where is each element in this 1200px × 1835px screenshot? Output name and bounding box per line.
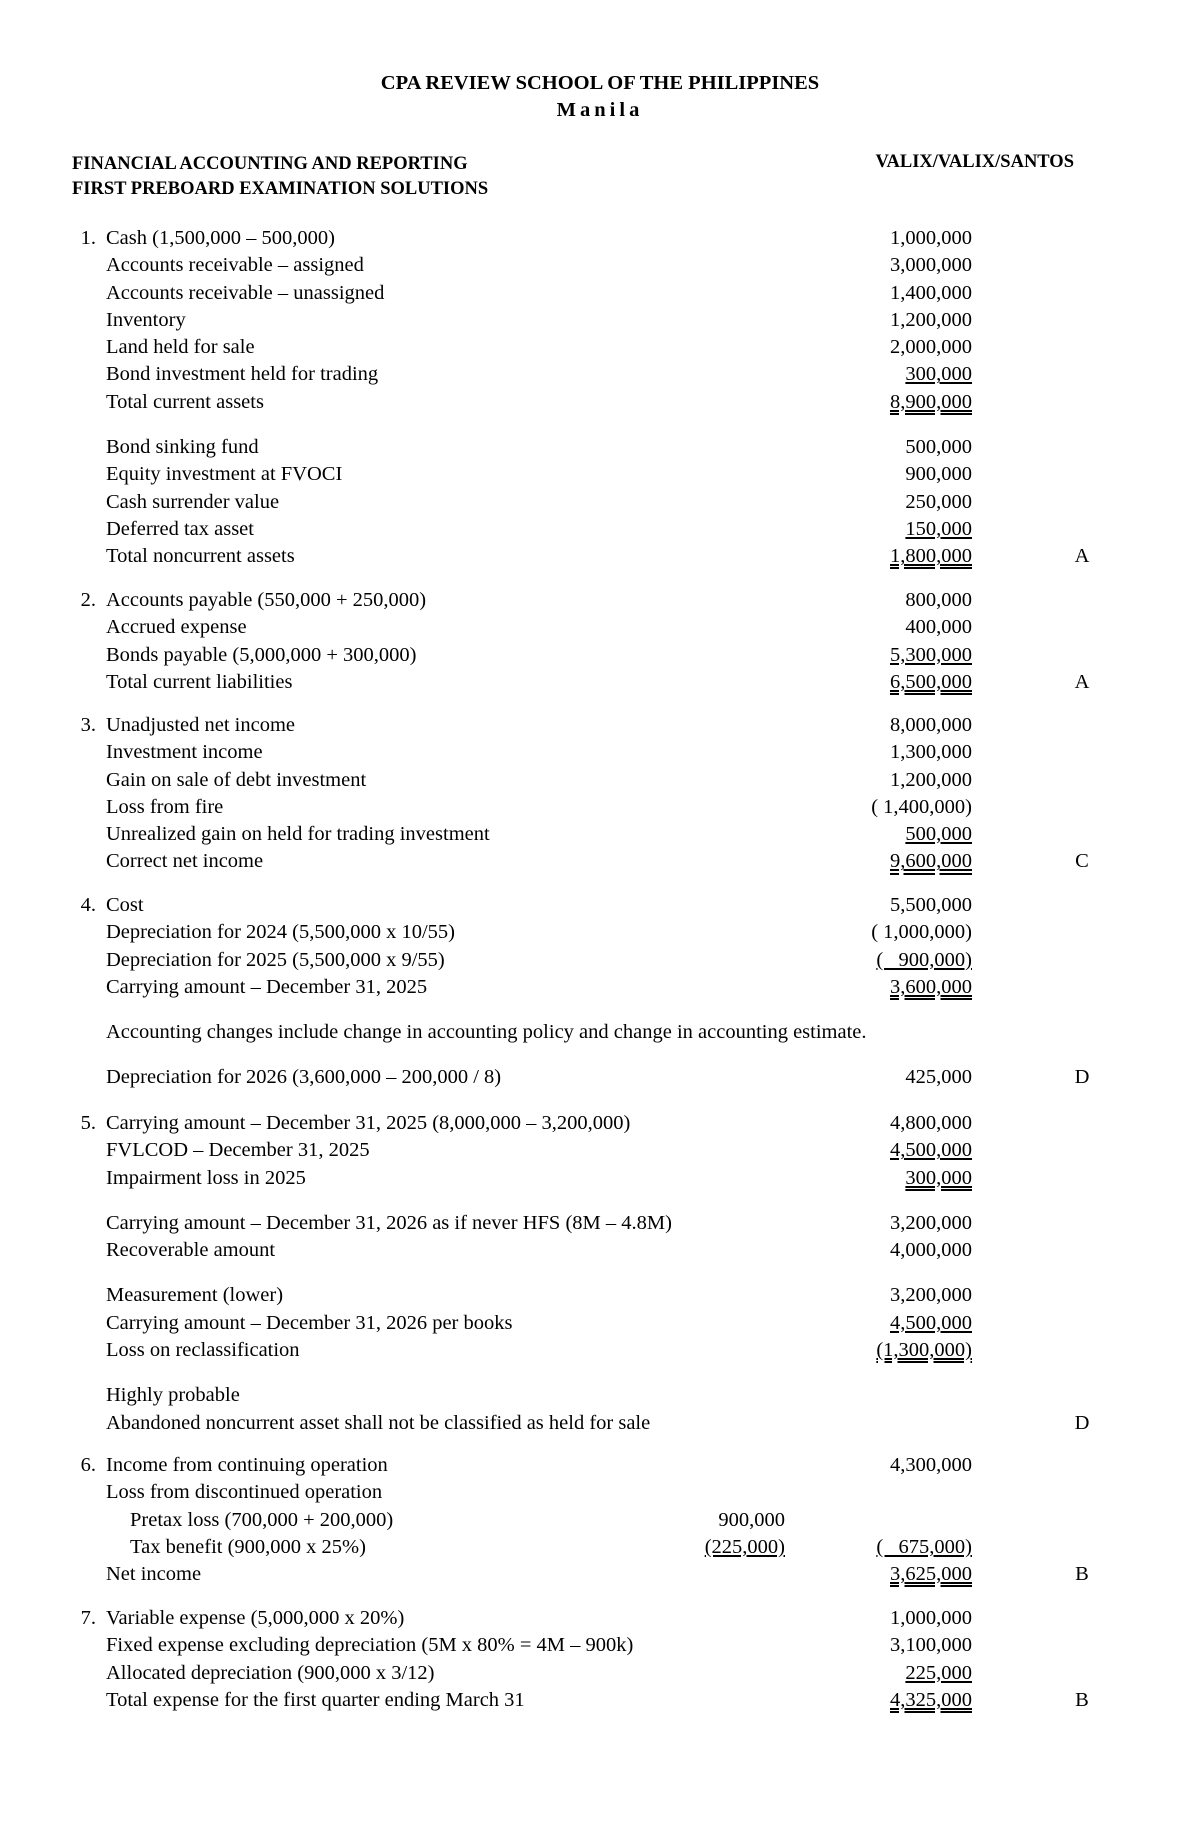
row-total: 3,625,000 <box>890 1563 972 1586</box>
row-description: Land held for sale <box>106 336 255 359</box>
row-total: 3,600,000 <box>890 975 972 998</box>
row-description: Pretax loss (700,000 + 200,000) <box>130 1508 394 1531</box>
row-amount: 425,000 <box>905 1066 972 1089</box>
row-total: 4,325,000 <box>890 1688 972 1711</box>
row-description: Measurement (lower) <box>106 1284 284 1307</box>
row-amount: 225,000 <box>905 1661 972 1684</box>
row-description: Loss from discontinued operation <box>106 1481 383 1504</box>
row-amount: ( 1,000,000) <box>871 921 972 944</box>
note-text: Accounting changes include change in accounting policy and change in accounting estimate. <box>106 1021 867 1044</box>
solution-row <box>72 543 1092 570</box>
solution-1 <box>72 225 1092 571</box>
row-amount: 3,200,000 <box>890 1284 972 1307</box>
row-description: Income from continuing operation <box>106 1454 388 1476</box>
row-sub-amount: (225,000) <box>704 1535 785 1558</box>
solution-row <box>72 1282 1092 1309</box>
solution-row <box>72 1660 1092 1687</box>
solution-row <box>72 1237 1092 1264</box>
row-description: Carrying amount – December 31, 2025 (8,000,000 – 3,200,000) <box>106 1112 631 1134</box>
question-number: 6. <box>80 1454 96 1476</box>
school-name: CPA REVIEW SCHOOL OF THE PHILIPPINES <box>380 72 820 94</box>
row-amount: 5,300,000 <box>890 643 972 666</box>
row-description: Bonds payable (5,000,000 + 300,000) <box>106 643 417 666</box>
row-total: 300,000 <box>905 1166 972 1189</box>
solution-row <box>72 225 1092 252</box>
row-description: Total current assets <box>106 390 264 413</box>
row-description: Bond investment held for trading <box>106 363 379 386</box>
solution-row <box>72 389 1092 416</box>
solution-row <box>72 1064 1092 1091</box>
row-amount: 500,000 <box>905 823 972 846</box>
solution-note <box>72 1382 1092 1409</box>
row-amount: 800,000 <box>905 589 972 611</box>
row-amount: 3,100,000 <box>890 1634 972 1657</box>
row-description: Variable expense (5,000,000 x 20%) <box>106 1607 405 1629</box>
solution-row <box>72 1110 1092 1137</box>
solution-row <box>72 1507 1092 1534</box>
row-amount: ( 675,000) <box>876 1535 972 1558</box>
row-amount: 1,200,000 <box>890 308 972 331</box>
row-amount: 150,000 <box>905 517 972 540</box>
solution-row <box>72 821 1092 848</box>
note-text: Highly probable <box>106 1384 240 1407</box>
solution-row <box>72 280 1092 307</box>
row-amount: 4,500,000 <box>890 1311 972 1334</box>
solution-row <box>72 434 1092 461</box>
row-amount: 8,000,000 <box>890 714 972 736</box>
row-description: FVLCOD – December 31, 2025 <box>106 1139 370 1162</box>
question-number: 5. <box>80 1112 96 1134</box>
row-description: Fixed expense excluding depreciation (5M x 80% = 4M – 900k) <box>106 1634 634 1657</box>
solution-row <box>72 947 1092 974</box>
row-amount: 1,000,000 <box>890 1607 972 1629</box>
row-description: Unadjusted net income <box>106 714 296 736</box>
row-description: Total expense for the first quarter ending March 31 <box>106 1688 525 1711</box>
row-amount: 1,400,000 <box>890 281 972 304</box>
solution-row <box>72 1534 1092 1561</box>
row-amount: ( 1,400,000) <box>871 795 972 818</box>
row-description: Unrealized gain on held for trading investment <box>106 823 490 846</box>
row-amount: 4,800,000 <box>890 1112 972 1134</box>
document-header <box>0 70 1200 124</box>
solution-row <box>72 361 1092 388</box>
solution-5 <box>72 1110 1092 1437</box>
row-amount: 2,000,000 <box>890 336 972 359</box>
row-total: 9,600,000 <box>890 850 972 873</box>
row-amount: 4,500,000 <box>890 1139 972 1162</box>
row-description: Depreciation for 2026 (3,600,000 – 200,000 / 8) <box>106 1066 502 1089</box>
solution-7 <box>72 1605 1092 1714</box>
row-amount: 1,000,000 <box>890 227 972 249</box>
solution-row <box>72 767 1092 794</box>
row-description: Depreciation for 2025 (5,500,000 x 9/55) <box>106 948 445 971</box>
authors: VALIX/VALIX/SANTOS <box>875 152 1074 172</box>
row-amount: 400,000 <box>905 616 972 639</box>
row-description: Carrying amount – December 31, 2026 per books <box>106 1311 513 1334</box>
row-amount: 900,000 <box>905 463 972 486</box>
row-description: Correct net income <box>106 850 264 873</box>
solution-note <box>72 1019 1092 1046</box>
solution-2 <box>72 587 1092 696</box>
answer-letter: D <box>1074 1411 1090 1434</box>
answer-letter: C <box>1075 850 1089 873</box>
row-amount: 3,200,000 <box>890 1211 972 1234</box>
solution-row <box>72 1337 1092 1364</box>
row-description: Carrying amount – December 31, 2026 as if never HFS (8M – 4.8M) <box>106 1211 672 1234</box>
row-description: Impairment loss in 2025 <box>106 1166 306 1189</box>
row-description: Bond sinking fund <box>106 436 259 459</box>
row-description: Accounts receivable – assigned <box>106 254 364 277</box>
solution-row <box>72 489 1092 516</box>
row-description: Tax benefit (900,000 x 25%) <box>130 1535 366 1558</box>
row-amount: 1,300,000 <box>890 741 972 764</box>
answer-letter: B <box>1075 1563 1089 1586</box>
row-description: Net income <box>106 1563 202 1586</box>
solution-row <box>72 848 1092 875</box>
row-description: Loss on reclassification <box>106 1339 300 1362</box>
row-description: Loss from fire <box>106 795 224 818</box>
row-description: Total noncurrent assets <box>106 545 295 568</box>
question-number: 7. <box>80 1607 96 1629</box>
row-description: Cash surrender value <box>106 490 280 513</box>
solution-row <box>72 892 1092 919</box>
answer-letter: A <box>1074 670 1090 693</box>
solution-row <box>72 1137 1092 1164</box>
row-amount: 4,000,000 <box>890 1239 972 1262</box>
row-description: Total current liabilities <box>106 670 293 693</box>
row-description: Gain on sale of debt investment <box>106 768 367 791</box>
row-description: Accrued expense <box>106 616 247 639</box>
row-description: Depreciation for 2024 (5,500,000 x 10/55) <box>106 921 455 944</box>
solution-row <box>72 1165 1092 1192</box>
solution-row <box>72 1605 1092 1632</box>
row-description: Accounts receivable – unassigned <box>106 281 385 304</box>
row-description: Equity investment at FVOCI <box>106 463 343 486</box>
solution-row <box>72 587 1092 614</box>
row-amount: 1,200,000 <box>890 768 972 791</box>
solution-row <box>72 614 1092 641</box>
subject-title: FINANCIAL ACCOUNTING AND REPORTING <box>72 154 468 174</box>
city-name: Manila <box>556 99 644 121</box>
row-total: 1,800,000 <box>890 545 972 568</box>
solution-row <box>72 461 1092 488</box>
solution-row <box>72 516 1092 543</box>
row-description: Inventory <box>106 308 186 331</box>
row-amount: 4,300,000 <box>890 1454 972 1476</box>
question-number: 3. <box>80 714 96 736</box>
row-total: 6,500,000 <box>890 670 972 693</box>
row-description: Recoverable amount <box>106 1239 276 1262</box>
note-text: Abandoned noncurrent asset shall not be classified as held for sale <box>106 1411 651 1434</box>
solution-row <box>72 1310 1092 1337</box>
row-amount: 500,000 <box>905 436 972 459</box>
solution-row <box>72 307 1092 334</box>
answer-letter: B <box>1075 1688 1089 1711</box>
question-number: 2. <box>80 589 96 611</box>
answer-letter: D <box>1074 1066 1090 1089</box>
solution-row <box>72 252 1092 279</box>
solution-row <box>72 739 1092 766</box>
solution-row <box>72 1452 1092 1479</box>
solution-row <box>72 712 1092 739</box>
row-description: Carrying amount – December 31, 2025 <box>106 975 428 998</box>
solution-row <box>72 1561 1092 1588</box>
solution-row <box>72 1479 1092 1506</box>
row-total: 8,900,000 <box>890 390 972 413</box>
solution-4 <box>72 892 1092 1092</box>
row-amount: 3,000,000 <box>890 254 972 277</box>
solution-row <box>72 919 1092 946</box>
row-description: Allocated depreciation (900,000 x 3/12) <box>106 1661 435 1684</box>
question-number: 4. <box>80 894 96 916</box>
row-amount: 250,000 <box>905 490 972 513</box>
row-description: Deferred tax asset <box>106 517 254 540</box>
solution-note <box>72 1410 1092 1437</box>
row-total: (1,300,000) <box>876 1339 972 1362</box>
row-amount: 300,000 <box>905 363 972 386</box>
row-description: Investment income <box>106 741 263 764</box>
solution-row <box>72 1632 1092 1659</box>
solution-row <box>72 642 1092 669</box>
exam-title: FIRST PREBOARD EXAMINATION SOLUTIONS <box>72 179 489 199</box>
solution-row <box>72 669 1092 696</box>
solution-3 <box>72 712 1092 876</box>
solution-6 <box>72 1452 1092 1588</box>
solution-row <box>72 794 1092 821</box>
subject-heading <box>72 152 488 202</box>
row-amount: ( 900,000) <box>876 948 972 971</box>
answer-letter: A <box>1074 545 1090 568</box>
solution-row <box>72 974 1092 1001</box>
solution-row <box>72 1687 1092 1714</box>
row-amount: 5,500,000 <box>890 894 972 916</box>
row-description: Accounts payable (550,000 + 250,000) <box>106 589 427 611</box>
row-description: Cost <box>106 894 144 916</box>
solution-row <box>72 334 1092 361</box>
solution-row <box>72 1210 1092 1237</box>
row-sub-amount: 900,000 <box>718 1508 785 1531</box>
question-number: 1. <box>80 227 96 249</box>
row-description: Cash (1,500,000 – 500,000) <box>106 227 335 249</box>
